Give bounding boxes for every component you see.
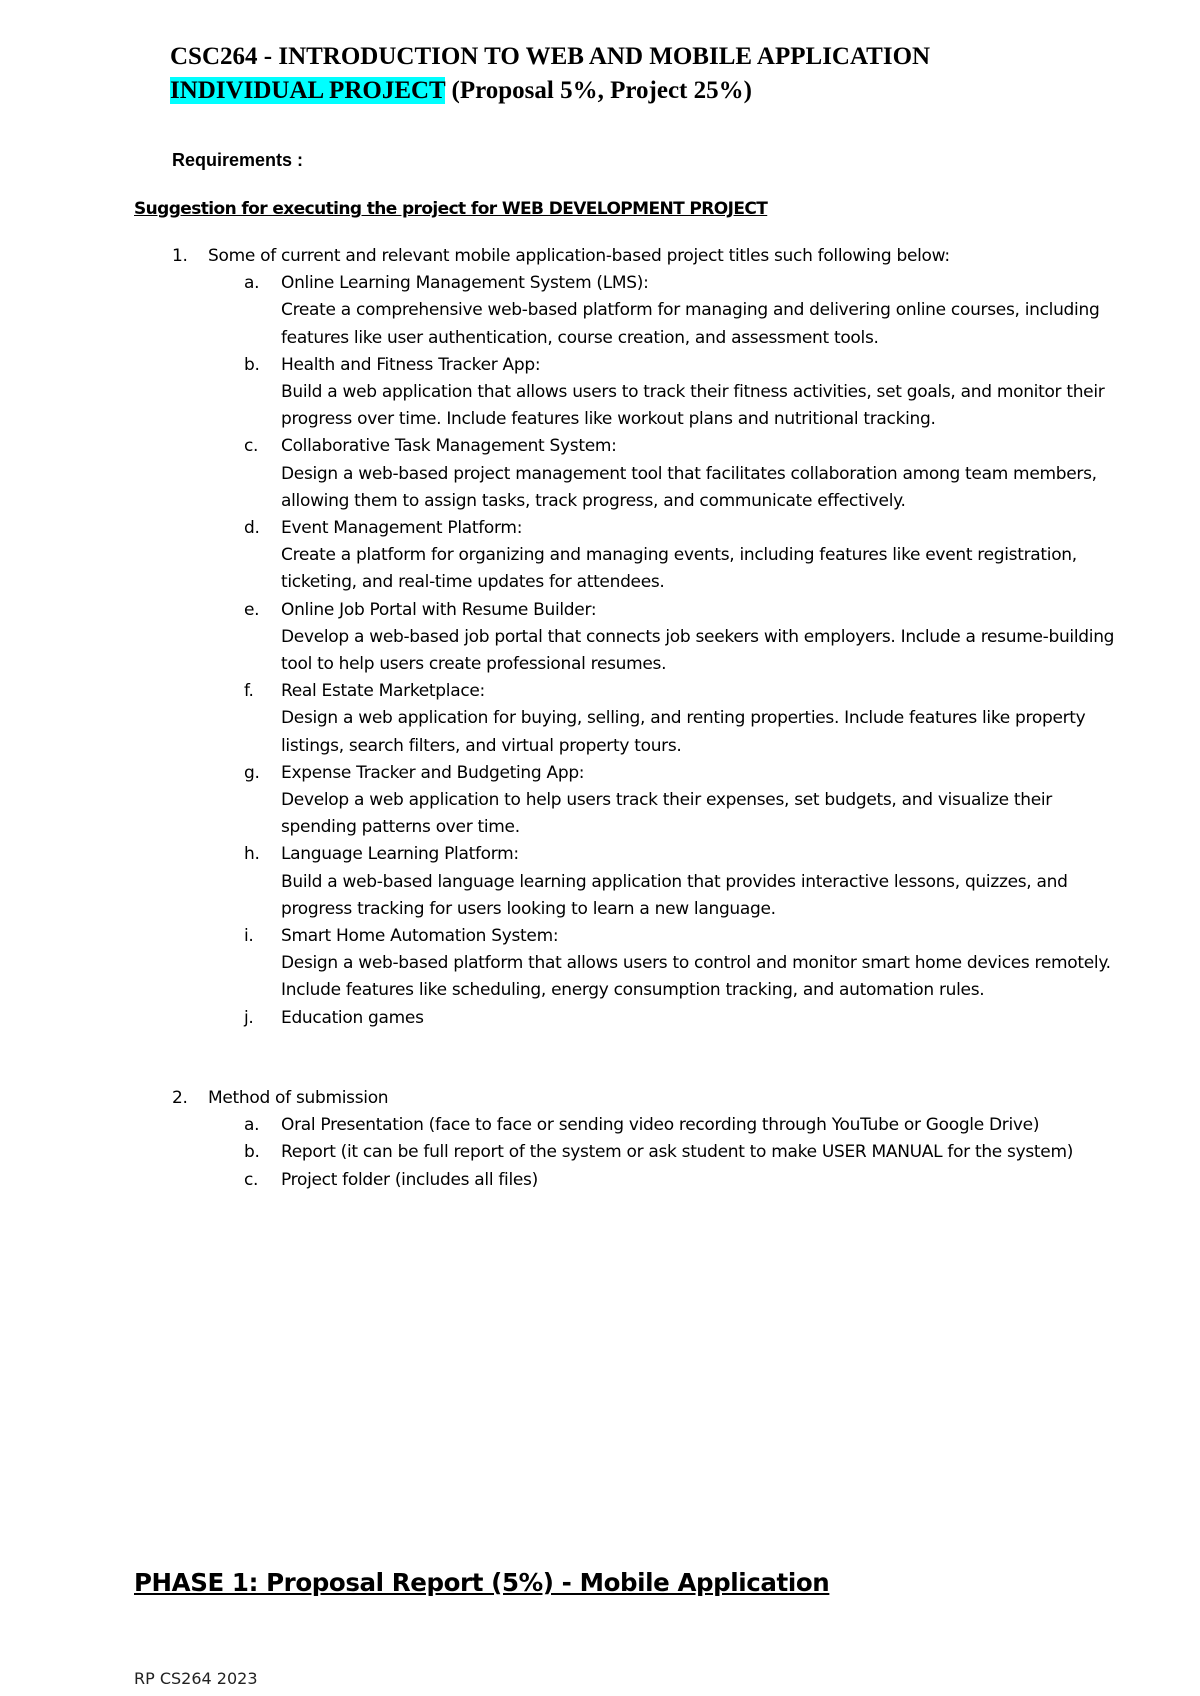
project-title-item	[0, 597, 1121, 679]
highlighted-title: INDIVIDUAL PROJECT	[170, 77, 446, 104]
submission-item	[0, 1139, 1121, 1166]
list-letter: a.	[244, 273, 260, 294]
project-title: Health and Fitness Tracker App:	[281, 354, 541, 375]
list-letter: c.	[244, 1169, 259, 1190]
project-title: Event Management Platform:	[281, 518, 523, 539]
project-description: Develop a web-based job portal that connects job seekers with employers. Include a resume-building tool to help users create professional resumes.	[281, 626, 1115, 675]
project-title: Language Learning Platform:	[281, 844, 519, 865]
list-letter: d.	[244, 518, 260, 539]
project-description: Build a web-based language learning application that provides interactive lessons, quizzes, and progress tracking for users looking to learn a new language.	[281, 871, 1068, 919]
project-description: Design a web-based project management tool that facilitates collaboration among team members, allowing them to assign tasks, track progress, and communicate effectively.	[281, 463, 1097, 511]
list-item-main	[0, 243, 1121, 270]
project-title-item	[0, 678, 1121, 760]
submission-text: Report (it can be full report of the system or ask student to make USER MANUAL for the system)	[281, 1142, 1074, 1163]
project-description: Design a web-based platform that allows users to control and monitor smart home devices remotely. Include features like scheduling, energy consumption tracking, and automation rules.	[281, 953, 1111, 1001]
submission-method-list	[0, 1085, 1121, 1194]
document-title: CSC264 - INTRODUCTION TO WEB AND MOBILE APPLICATION	[170, 43, 931, 70]
submission-item	[0, 1112, 1121, 1139]
submission-item	[0, 1167, 1121, 1194]
project-title-item	[0, 433, 1121, 515]
list-item-text: Some of current and relevant mobile application-based project titles such following below:	[208, 246, 950, 266]
project-title-sublist	[0, 270, 1121, 1032]
project-title: Smart Home Automation System:	[281, 926, 559, 947]
project-title: Online Learning Management System (LMS):	[281, 273, 649, 294]
list-letter: h.	[244, 844, 260, 865]
phase-heading: PHASE 1: Proposal Report (5%) - Mobile Application	[134, 1568, 830, 1597]
list-letter: i.	[244, 926, 254, 947]
list-item-main	[0, 1085, 1121, 1112]
project-title-item	[0, 760, 1121, 842]
project-description: Design a web application for buying, selling, and renting properties. Include features like property listings, search filters, and virtual property tours.	[281, 708, 1086, 756]
page-footer: RP CS264 2023	[134, 1669, 258, 1688]
project-title: Collaborative Task Management System:	[281, 436, 617, 457]
document-subtitle	[170, 74, 752, 108]
project-description: Build a web application that allows users to track their fitness activities, set goals, and monitor their progress over time. Include features like workout plans and nutritional tracking.	[281, 382, 1105, 430]
requirements-label: Requirements :	[172, 150, 304, 170]
submission-text: Oral Presentation (face to face or sending video recording through YouTube or Google Drive)	[281, 1115, 1040, 1136]
project-title: Real Estate Marketplace:	[281, 681, 485, 702]
list-letter: e.	[244, 599, 260, 620]
list-letter: g.	[244, 762, 260, 783]
list-letter: b.	[244, 354, 260, 375]
list-letter: c.	[244, 436, 259, 457]
project-description: Create a platform for organizing and managing events, including features like event registration, ticketing, and real-time updates for attendees.	[281, 545, 1077, 593]
suggestion-heading: Suggestion for executing the project for WEB DEVELOPMENT PROJECT	[134, 199, 768, 219]
list-number: 2.	[172, 1088, 188, 1108]
project-title-item	[0, 515, 1121, 597]
list-letter: j.	[244, 1007, 254, 1028]
project-titles-list	[0, 243, 1121, 1032]
project-title-item	[0, 923, 1121, 1005]
project-title: Online Job Portal with Resume Builder:	[281, 599, 597, 620]
project-description: Develop a web application to help users track their expenses, set budgets, and visualize their spending patterns over time.	[281, 790, 1053, 838]
list-letter: b.	[244, 1142, 260, 1163]
project-description: Create a comprehensive web-based platform for managing and delivering online courses, including features like user authentication, course creation, and assessment tools.	[281, 300, 1100, 348]
submission-text: Project folder (includes all files)	[281, 1169, 538, 1190]
title-weighting: (Proposal 5%, Project 25%)	[445, 77, 752, 104]
project-title: Education games	[281, 1007, 424, 1028]
project-title-item	[0, 352, 1121, 434]
submission-sublist	[0, 1112, 1121, 1194]
list-number: 1.	[172, 246, 188, 266]
project-title-item	[0, 270, 1121, 352]
project-title-item	[0, 1005, 1121, 1032]
project-title: Expense Tracker and Budgeting App:	[281, 762, 585, 783]
list-letter: a.	[244, 1115, 260, 1136]
list-item-text: Method of submission	[208, 1088, 389, 1108]
project-title-item	[0, 841, 1121, 923]
list-letter: f.	[244, 681, 254, 702]
